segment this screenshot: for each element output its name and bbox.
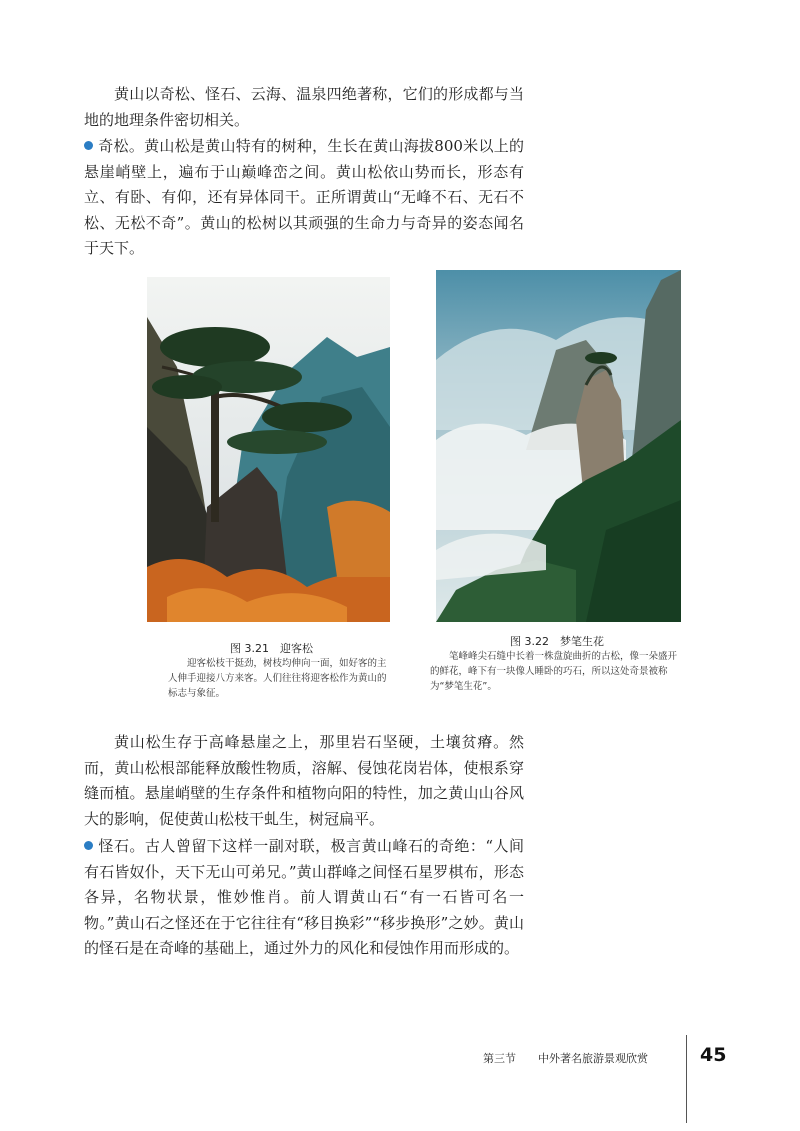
rock-paragraph — [84, 834, 524, 962]
footer-divider — [686, 1035, 687, 1123]
figure-3-22-title: 图 3.22 梦笔生花 — [510, 635, 604, 648]
figure-3-21-title: 图 3.21 迎客松 — [230, 642, 313, 655]
pine-paragraph — [84, 134, 524, 262]
footer-section-label: 第三节 — [483, 1052, 516, 1065]
pine-survival-text: 黄山松生存于高峰悬崖之上，那里岩石坚硬，土壤贫瘠。然而，黄山松根部能释放酸性物质，溶解、侵蚀花岗岩体，使根系穿缝而植。悬崖峭壁的生存条件和植物向阳的特性，加之黄山山谷风大的影响，促使黄山松枝干虬生，树冠扁平。 — [84, 733, 524, 828]
intro-text: 黄山以奇松、怪石、云海、温泉四绝著称，它们的形成都与当地的地理条件密切相关。 — [84, 85, 524, 129]
figure-3-22-caption: 笔峰峰尖石缝中长着一株盘旋曲折的古松，像一朵盛开的鲜花，峰下有一块像人睡卧的巧石，所以这处奇景被称为“梦笔生花”。 — [430, 651, 678, 692]
intro-paragraph — [84, 82, 524, 133]
pine-survival-paragraph — [84, 730, 524, 832]
rock-text: 怪石。古人曾留下这样一副对联，极言黄山峰石的奇绝：“人间有石皆奴仆，天下无山可弟兄。”黄山群峰之间怪石星罗棋布，形态各异，名物状景，惟妙惟肖。前人谓黄山石“有一石皆可名一物。”黄山石之怪还在于它往往有“移目换彩”“移步换形”之妙。黄山的怪石是在奇峰的基础上，通过外力的风化和侵蚀作用而形成的。 — [84, 837, 524, 957]
footer-chapter-title: 中外著名旅游景观欣赏 — [538, 1052, 648, 1065]
figure-3-21-caption: 迎客松枝干挺劲，树枝均伸向一面，如好客的主人伸手迎接八方来客。人们往往将迎客松作为黄山的标志与象征。 — [168, 658, 387, 699]
page-number: 45 — [700, 1044, 727, 1066]
dream-brush-photo — [436, 270, 681, 622]
welcoming-pine-photo — [147, 277, 390, 622]
bullet-icon — [84, 141, 93, 150]
bullet-icon — [84, 841, 93, 850]
pine-text: 奇松。黄山松是黄山特有的树种，生长在黄山海拔800米以上的悬崖峭壁上，遍布于山巅峰峦之间。黄山松依山势而长，形态有立、有卧、有仰，还有异体同干。正所谓黄山“无峰不石、无石不松、无松不奇”。黄山的松树以其顽强的生命力与奇异的姿态闻名于天下。 — [84, 137, 524, 257]
